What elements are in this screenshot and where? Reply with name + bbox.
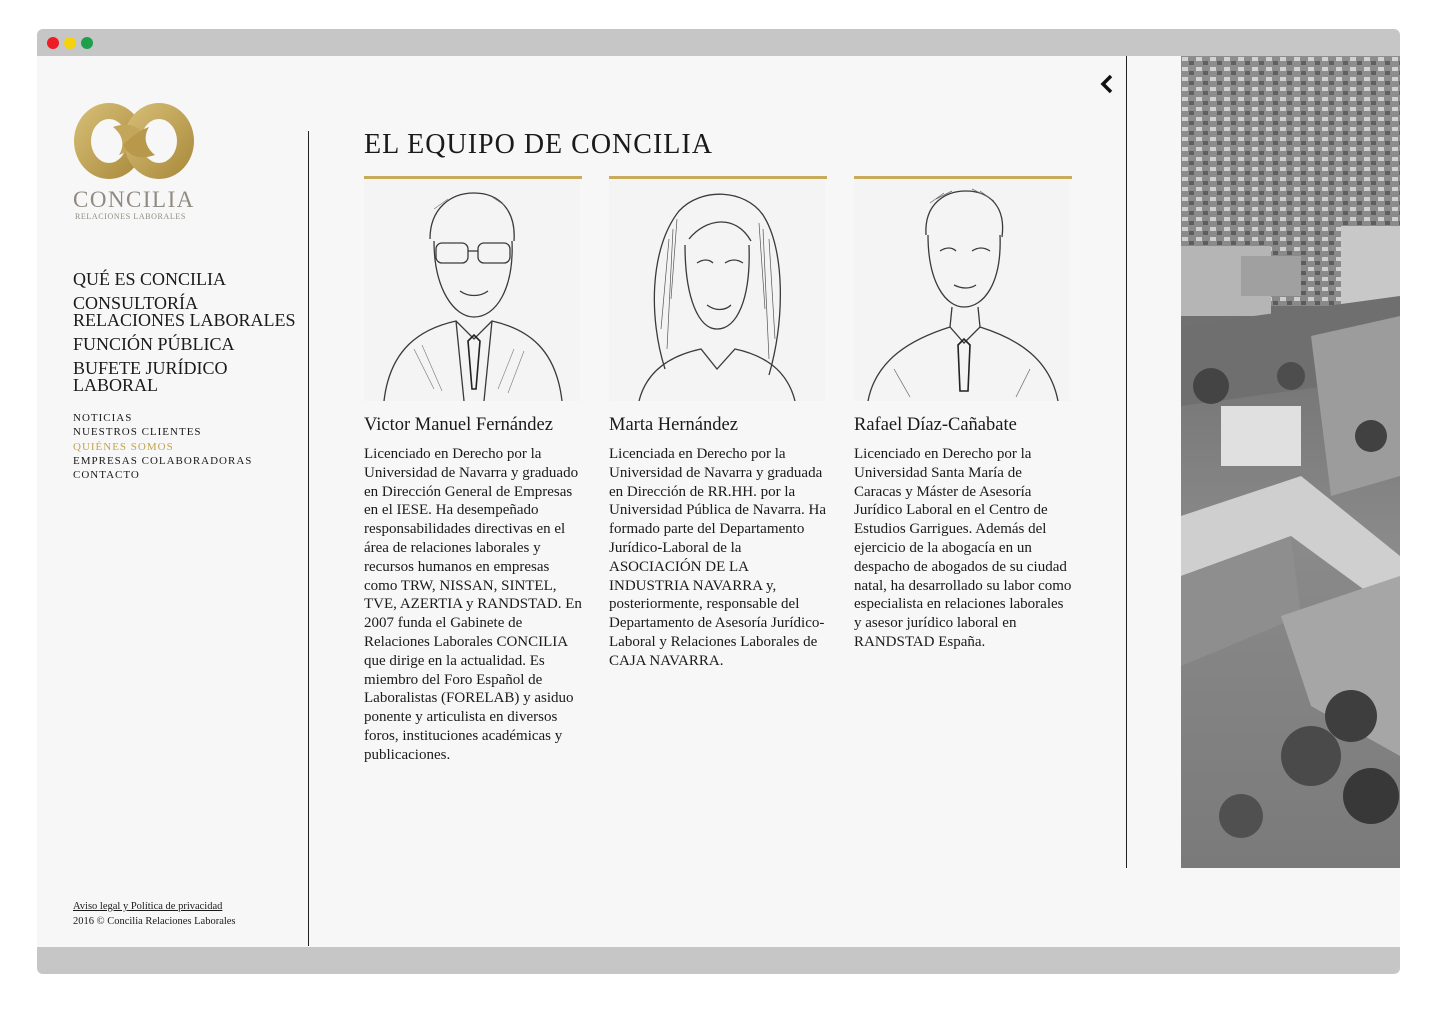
logo-name: CONCILIA <box>73 187 195 212</box>
concilia-logo-icon[interactable] <box>73 97 195 187</box>
legal-link[interactable]: Aviso legal y Política de privacidad <box>73 901 223 912</box>
sub-nav <box>73 411 252 482</box>
member-bio: Licenciado en Derecho por la Universidad de Navarra y graduado en Dirección General de Empresas en el IESE. Ha desempeñado responsabilidades directivas en el área de relaciones laborales y recursos humanos en empresas como TRW, NISSAN, SINTEL, TVE, AZERTIA y RANDSTAD. En 2007 funda el Gabinete de Relaciones Laborales CONCILIA que dirige en la actualidad. Es miembro del Foro Español de Laboralistas (FORELAB) y asiduo ponente y articulista en diversos foros, instituciones académicas y publicaciones. <box>364 446 582 763</box>
member-name: Marta Hernández <box>609 415 738 435</box>
member-name: Rafael Díaz-Cañabate <box>854 415 1017 435</box>
subnav-empresas-colaboradoras[interactable]: EMPRESAS COLABORADORAS <box>73 454 253 467</box>
portrait-sketch-man-glasses <box>364 179 580 401</box>
member-bio: Licenciada en Derecho por la Universidad de Navarra y graduada en Dirección de RR.HH. por la Universidad Pública de Navarra. Ha formado parte del Departamento Jurídico-Laboral de la ASOCIACIÓN DE LA INDUSTRIA NAVARRA y, posteriormente, responsable del Departamento de Asesoría Jurídico-Laboral y Relaciones Laborales de CAJA NAVARRA. <box>609 446 827 669</box>
team-member-card <box>854 176 1072 652</box>
portrait-sketch-young-man <box>854 179 1070 401</box>
subnav-noticias[interactable]: NOTICIAS <box>73 412 133 424</box>
subnav-contacto[interactable]: CONTACTO <box>73 469 140 482</box>
subnav-nuestros-clientes[interactable]: NUESTROS CLIENTES <box>73 426 202 439</box>
sidebar-divider <box>308 131 309 946</box>
member-bio: Licenciado en Derecho por la Universidad Santa María de Caracas y Máster de Asesoría Jurídico Laboral en el Centro de Estudios Garrigues. Además del ejercicio de la abogacía en un despacho de abogados de su ciudad natal, ha desarrollado su labor como especialista en relaciones laborales y asesor jurídico laboral en RANDSTAD España. <box>854 446 1072 650</box>
maximize-window-dot[interactable] <box>81 37 93 49</box>
portrait-sketch-woman <box>609 179 825 401</box>
nav-bufete-juridico[interactable]: BUFETE JURÍDICO LABORAL <box>73 358 228 395</box>
window-bottom-bar <box>37 947 1400 974</box>
browser-window <box>37 29 1400 974</box>
copyright: 2016 © Concilia Relaciones Laborales <box>73 916 236 927</box>
page-title: EL EQUIPO DE CONCILIA <box>364 129 713 160</box>
content-divider <box>1126 56 1127 868</box>
minimize-window-dot[interactable] <box>64 37 76 49</box>
nav-funcion-publica[interactable]: FUNCIÓN PÚBLICA <box>73 334 235 354</box>
subnav-quienes-somos[interactable]: QUIÉNES SOMOS <box>73 440 174 453</box>
main-nav <box>73 271 313 401</box>
logo-subtitle: RELACIONES LABORALES <box>75 212 186 221</box>
close-window-dot[interactable] <box>47 37 59 49</box>
team-member-card <box>364 176 582 765</box>
window-titlebar <box>37 29 1400 56</box>
footer <box>73 899 236 929</box>
nav-que-es-concilia[interactable]: QUÉ ES CONCILIA <box>73 269 226 289</box>
team-member-card <box>609 176 827 671</box>
member-name: Victor Manuel Fernández <box>364 415 553 435</box>
nav-consultoria[interactable]: CONSULTORÍA RELACIONES LABORALES <box>73 293 296 330</box>
aerial-city-photo <box>1181 56 1400 868</box>
chevron-left-icon[interactable] <box>1099 73 1115 95</box>
